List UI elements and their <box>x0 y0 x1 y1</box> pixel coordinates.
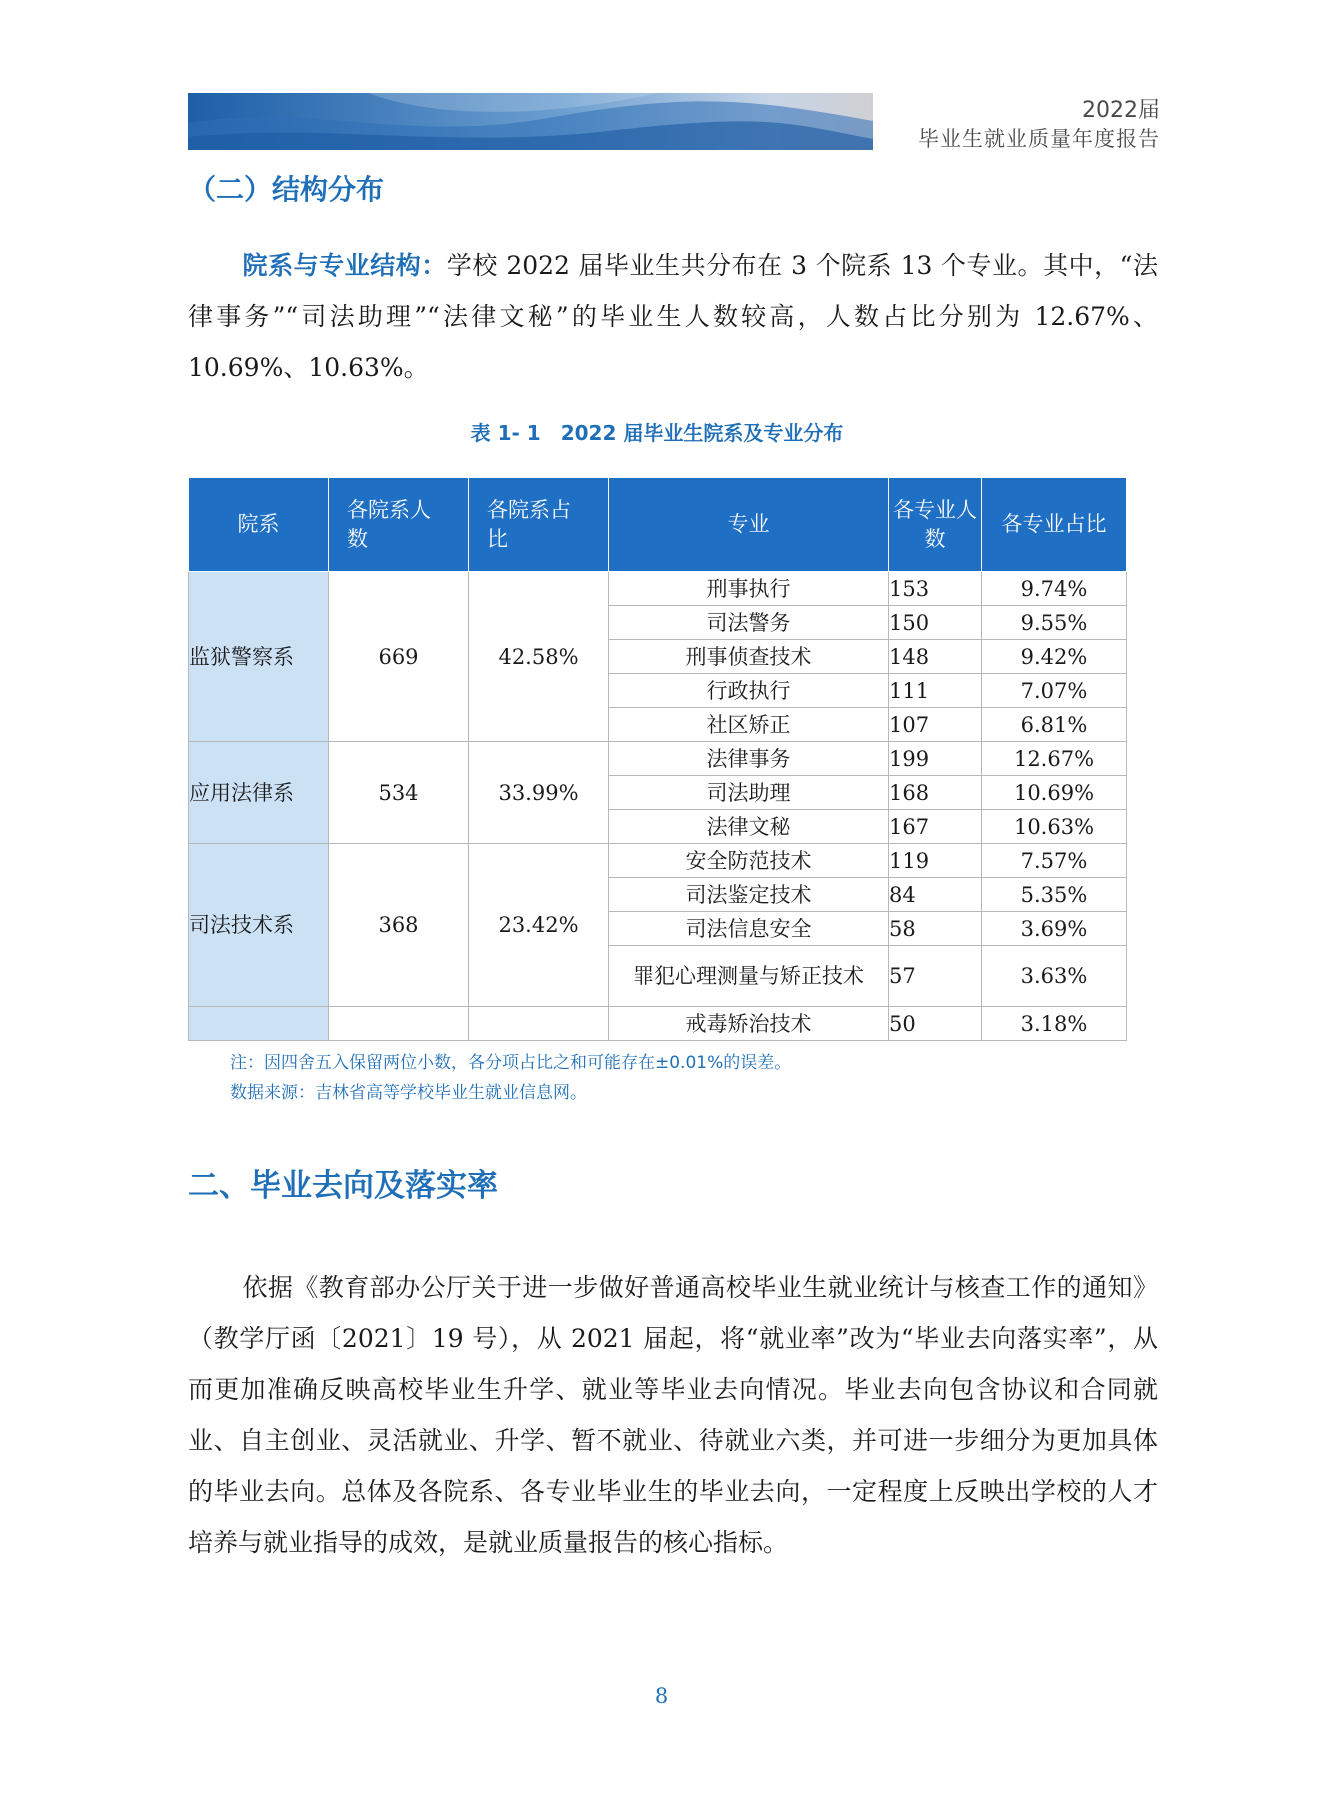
major-count: 167 <box>889 810 982 844</box>
table-header-row <box>189 478 1127 572</box>
table-row <box>189 844 1127 878</box>
header-dept-count: 各院系人数 <box>329 478 469 572</box>
major-pct: 3.69% <box>982 912 1127 946</box>
major-name: 行政执行 <box>609 674 889 708</box>
distribution-table <box>188 477 1127 1041</box>
dept-pct: 33.99% <box>469 742 609 844</box>
major-count: 58 <box>889 912 982 946</box>
major-pct: 3.18% <box>982 1007 1127 1041</box>
header-major-pct: 各专业占比 <box>982 478 1127 572</box>
major-pct: 9.74% <box>982 572 1127 606</box>
paragraph-destination <box>188 1262 1158 1568</box>
major-count: 148 <box>889 640 982 674</box>
major-name: 法律事务 <box>609 742 889 776</box>
major-pct: 10.69% <box>982 776 1127 810</box>
major-name: 罪犯心理测量与矫正技术 <box>609 946 889 1007</box>
table-caption: 表 1- 1 2022 届毕业生院系及专业分布 <box>470 421 844 445</box>
header-title: 毕业生就业质量年度报告 <box>918 127 1160 151</box>
dept-pct: 23.42% <box>469 844 609 1007</box>
major-count: 153 <box>889 572 982 606</box>
dept-count: 368 <box>329 844 469 1007</box>
major-count: 50 <box>889 1007 982 1041</box>
page-number: 8 <box>654 1684 669 1708</box>
paragraph-text: 学校 2022 届毕业生共分布在 3 个院系 13 个专业。其中，“法律事务”“司法助理”“法律文秘”的毕业生人数较高，人数占比分别为 12.67%、10.69%、10.63%。 <box>188 251 1158 382</box>
major-pct: 7.57% <box>982 844 1127 878</box>
header-dept: 院系 <box>189 478 329 572</box>
dept-cell-continued <box>189 1007 329 1041</box>
major-name: 司法鉴定技术 <box>609 878 889 912</box>
header-major-count: 各专业人数 <box>889 478 982 572</box>
major-pct: 6.81% <box>982 708 1127 742</box>
dept-pct-cell-continued <box>469 1007 609 1041</box>
wave-banner-graphic <box>188 93 873 150</box>
dept-count-cell-continued <box>329 1007 469 1041</box>
major-name: 司法助理 <box>609 776 889 810</box>
dept-name: 应用法律系 <box>189 742 329 844</box>
table-row <box>189 742 1127 776</box>
dept-pct: 42.58% <box>469 572 609 742</box>
dept-count: 534 <box>329 742 469 844</box>
section-heading-structure: （二）结构分布 <box>188 173 385 206</box>
major-pct: 12.67% <box>982 742 1127 776</box>
major-pct: 10.63% <box>982 810 1127 844</box>
major-count: 84 <box>889 878 982 912</box>
header-major: 专业 <box>609 478 889 572</box>
major-name: 司法警务 <box>609 606 889 640</box>
major-pct: 9.42% <box>982 640 1127 674</box>
section-heading-destination: 二、毕业去向及落实率 <box>188 1168 498 1204</box>
dept-count: 669 <box>329 572 469 742</box>
major-count: 168 <box>889 776 982 810</box>
header-year: 2022届 <box>1082 98 1160 123</box>
table-note: 注：因四舍五入保留两位小数，各分项占比之和可能存在±0.01%的误差。 <box>230 1053 792 1073</box>
major-count: 111 <box>889 674 982 708</box>
major-name: 安全防范技术 <box>609 844 889 878</box>
major-pct: 9.55% <box>982 606 1127 640</box>
major-count: 57 <box>889 946 982 1007</box>
dept-name: 司法技术系 <box>189 844 329 1007</box>
table-row <box>189 572 1127 606</box>
paragraph-text: 依据《教育部办公厅关于进一步做好普通高校毕业生就业统计与核查工作的通知》（教学厅函〔2021〕19 号），从 2021 届起，将“就业率”改为“毕业去向落实率”，从而更加准确反映高校毕业生升学、就业等毕业去向情况。毕业去向包含协议和合同就业、自主创业、灵活就业、升学、暂不就业、待就业六类，并可进一步细分为更加具体的毕业去向。总体及各院系、各专业毕业生的毕业去向，一定程度上反映出学校的人才培养与就业指导的成效，是就业质量报告的核心指标。 <box>188 1273 1158 1557</box>
major-pct: 5.35% <box>982 878 1127 912</box>
major-name: 刑事侦查技术 <box>609 640 889 674</box>
major-pct: 7.07% <box>982 674 1127 708</box>
dept-name: 监狱警察系 <box>189 572 329 742</box>
major-name: 刑事执行 <box>609 572 889 606</box>
major-count: 199 <box>889 742 982 776</box>
major-name: 戒毒矫治技术 <box>609 1007 889 1041</box>
table-row <box>189 1007 1127 1041</box>
major-count: 150 <box>889 606 982 640</box>
major-name: 司法信息安全 <box>609 912 889 946</box>
header-dept-pct: 各院系占比 <box>469 478 609 572</box>
major-name: 法律文秘 <box>609 810 889 844</box>
paragraph-lead: 院系与专业结构： <box>242 251 447 280</box>
paragraph-structure <box>188 240 1158 393</box>
table-source: 数据来源：吉林省高等学校毕业生就业信息网。 <box>230 1083 587 1103</box>
major-pct: 3.63% <box>982 946 1127 1007</box>
header-banner <box>188 93 873 150</box>
major-count: 119 <box>889 844 982 878</box>
major-count: 107 <box>889 708 982 742</box>
major-name: 社区矫正 <box>609 708 889 742</box>
